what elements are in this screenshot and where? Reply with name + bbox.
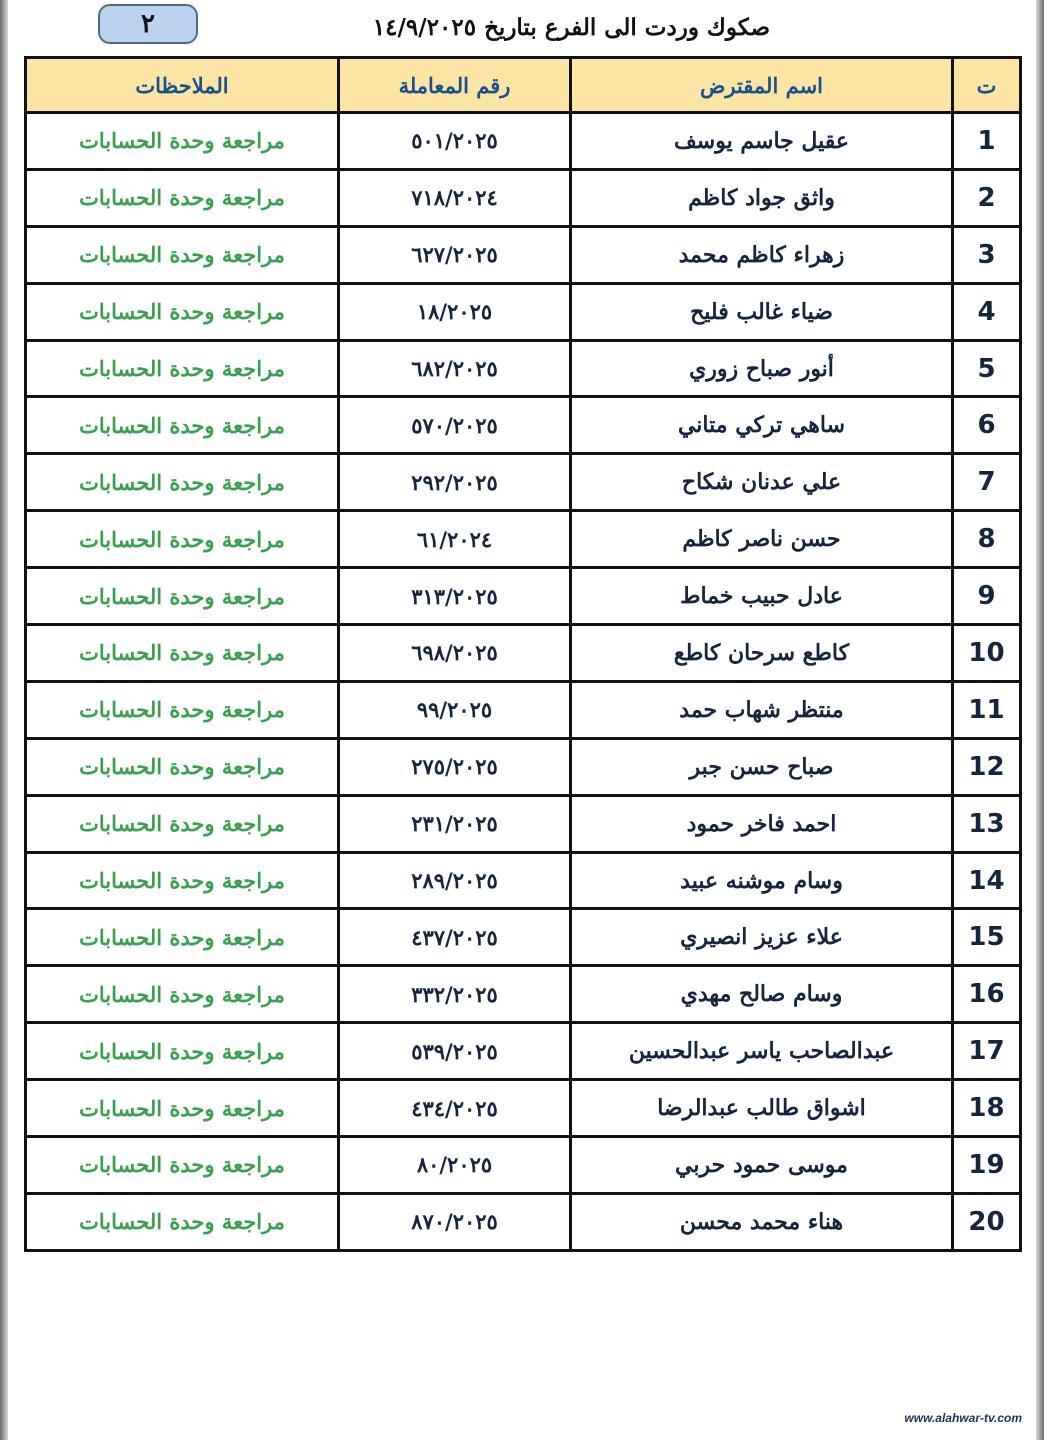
borrower-name: ساهي تركي متاني bbox=[571, 397, 953, 454]
transaction-number: ٤٣٤/٢٠٢٥ bbox=[339, 1080, 571, 1137]
row-index: 9 bbox=[953, 568, 1021, 625]
transaction-number: ٩٩/٢٠٢٥ bbox=[339, 681, 571, 738]
transaction-number: ٥٣٩/٢٠٢٥ bbox=[339, 1023, 571, 1080]
borrower-name: احمد فاخر حمود bbox=[571, 795, 953, 852]
table-row bbox=[26, 1080, 1021, 1137]
row-index: 20 bbox=[953, 1193, 1021, 1250]
row-index: 13 bbox=[953, 795, 1021, 852]
transaction-number: ٥٠١/٢٠٢٥ bbox=[339, 113, 571, 170]
borrower-name: علاء عزيز انصيري bbox=[571, 909, 953, 966]
table-row bbox=[26, 738, 1021, 795]
transaction-number: ٤٣٧/٢٠٢٥ bbox=[339, 909, 571, 966]
table-row bbox=[26, 909, 1021, 966]
transaction-number: ٢٧٥/٢٠٢٥ bbox=[339, 738, 571, 795]
row-index: 10 bbox=[953, 625, 1021, 682]
row-note: مراجعة وحدة الحسابات bbox=[26, 340, 339, 397]
table-header bbox=[26, 58, 1021, 113]
row-note: مراجعة وحدة الحسابات bbox=[26, 169, 339, 226]
transaction-number: ٢٣١/٢٠٢٥ bbox=[339, 795, 571, 852]
borrower-name: واثق جواد كاظم bbox=[571, 169, 953, 226]
transaction-number: ٢٩٢/٢٠٢٥ bbox=[339, 454, 571, 511]
page-title: صكوك وردت الى الفرع بتاريخ ١٤/٩/٢٠٢٥ bbox=[372, 14, 770, 41]
transaction-number: ٨٠/٢٠٢٥ bbox=[339, 1137, 571, 1194]
right-frame-edge bbox=[1036, 0, 1044, 1440]
row-index: 11 bbox=[953, 681, 1021, 738]
transaction-number: ٣٣٢/٢٠٢٥ bbox=[339, 966, 571, 1023]
row-note: مراجعة وحدة الحسابات bbox=[26, 681, 339, 738]
transaction-number: ٧١٨/٢٠٢٤ bbox=[339, 169, 571, 226]
cheques-table bbox=[24, 56, 1022, 1252]
row-note: مراجعة وحدة الحسابات bbox=[26, 397, 339, 454]
row-note: مراجعة وحدة الحسابات bbox=[26, 568, 339, 625]
header-transaction-number: رقم المعاملة bbox=[339, 58, 571, 113]
header-row bbox=[26, 58, 1021, 113]
borrower-name: صباح حسن جبر bbox=[571, 738, 953, 795]
row-index: 6 bbox=[953, 397, 1021, 454]
header-notes: الملاحظات bbox=[26, 58, 339, 113]
table-row bbox=[26, 397, 1021, 454]
row-note: مراجعة وحدة الحسابات bbox=[26, 795, 339, 852]
borrower-name: ضياء غالب فليح bbox=[571, 283, 953, 340]
borrower-name: هناء محمد محسن bbox=[571, 1193, 953, 1250]
header-borrower-name: اسم المقترض bbox=[571, 58, 953, 113]
borrower-name: منتظر شهاب حمد bbox=[571, 681, 953, 738]
borrower-name: عادل حبيب خماط bbox=[571, 568, 953, 625]
table-row bbox=[26, 681, 1021, 738]
row-index: 16 bbox=[953, 966, 1021, 1023]
borrower-name: علي عدنان شكاح bbox=[571, 454, 953, 511]
table-row bbox=[26, 283, 1021, 340]
table-row bbox=[26, 169, 1021, 226]
row-note: مراجعة وحدة الحسابات bbox=[26, 113, 339, 170]
row-index: 4 bbox=[953, 283, 1021, 340]
row-index: 18 bbox=[953, 1080, 1021, 1137]
borrower-name: زهراء كاظم محمد bbox=[571, 226, 953, 283]
row-note: مراجعة وحدة الحسابات bbox=[26, 966, 339, 1023]
row-note: مراجعة وحدة الحسابات bbox=[26, 1193, 339, 1250]
left-frame-edge bbox=[0, 0, 8, 1440]
header-index: ت bbox=[953, 58, 1021, 113]
transaction-number: ٦٢٧/٢٠٢٥ bbox=[339, 226, 571, 283]
row-note: مراجعة وحدة الحسابات bbox=[26, 1137, 339, 1194]
row-note: مراجعة وحدة الحسابات bbox=[26, 226, 339, 283]
row-index: 15 bbox=[953, 909, 1021, 966]
borrower-name: كاطع سرحان كاطع bbox=[571, 625, 953, 682]
page-number-badge: ٢ bbox=[98, 4, 198, 44]
row-index: 8 bbox=[953, 511, 1021, 568]
transaction-number: ٣١٣/٢٠٢٥ bbox=[339, 568, 571, 625]
row-note: مراجعة وحدة الحسابات bbox=[26, 1080, 339, 1137]
borrower-name: موسى حمود حربي bbox=[571, 1137, 953, 1194]
table-row bbox=[26, 1193, 1021, 1250]
borrower-name: عقيل جاسم يوسف bbox=[571, 113, 953, 170]
row-index: 12 bbox=[953, 738, 1021, 795]
borrower-name: اشواق طالب عبدالرضا bbox=[571, 1080, 953, 1137]
borrower-name: عبدالصاحب ياسر عبدالحسين bbox=[571, 1023, 953, 1080]
row-note: مراجعة وحدة الحسابات bbox=[26, 625, 339, 682]
transaction-number: ٦٩٨/٢٠٢٥ bbox=[339, 625, 571, 682]
borrower-name: حسن ناصر كاظم bbox=[571, 511, 953, 568]
row-index: 3 bbox=[953, 226, 1021, 283]
transaction-number: ١٨/٢٠٢٥ bbox=[339, 283, 571, 340]
row-note: مراجعة وحدة الحسابات bbox=[26, 738, 339, 795]
row-note: مراجعة وحدة الحسابات bbox=[26, 454, 339, 511]
row-index: 19 bbox=[953, 1137, 1021, 1194]
transaction-number: ٥٧٠/٢٠٢٥ bbox=[339, 397, 571, 454]
row-index: 14 bbox=[953, 852, 1021, 909]
transaction-number: ٢٨٩/٢٠٢٥ bbox=[339, 852, 571, 909]
borrower-name: وسام صالح مهدي bbox=[571, 966, 953, 1023]
table-row bbox=[26, 1137, 1021, 1194]
row-note: مراجعة وحدة الحسابات bbox=[26, 511, 339, 568]
table-row bbox=[26, 454, 1021, 511]
table-row bbox=[26, 568, 1021, 625]
row-index: 2 bbox=[953, 169, 1021, 226]
transaction-number: ٦٨٢/٢٠٢٥ bbox=[339, 340, 571, 397]
row-note: مراجعة وحدة الحسابات bbox=[26, 852, 339, 909]
table-row bbox=[26, 511, 1021, 568]
table-body bbox=[26, 113, 1021, 1251]
table-row bbox=[26, 795, 1021, 852]
row-index: 5 bbox=[953, 340, 1021, 397]
table-row bbox=[26, 966, 1021, 1023]
table-row bbox=[26, 1023, 1021, 1080]
row-note: مراجعة وحدة الحسابات bbox=[26, 909, 339, 966]
table-row bbox=[26, 625, 1021, 682]
row-note: مراجعة وحدة الحسابات bbox=[26, 283, 339, 340]
site-watermark: www.alahwar-tv.com bbox=[898, 1408, 1028, 1428]
table-row bbox=[26, 113, 1021, 170]
borrower-name: وسام موشنه عبيد bbox=[571, 852, 953, 909]
transaction-number: ٨٧٠/٢٠٢٥ bbox=[339, 1193, 571, 1250]
table-row bbox=[26, 226, 1021, 283]
table-row bbox=[26, 852, 1021, 909]
transaction-number: ٦١/٢٠٢٤ bbox=[339, 511, 571, 568]
row-index: 17 bbox=[953, 1023, 1021, 1080]
row-index: 1 bbox=[953, 113, 1021, 170]
row-note: مراجعة وحدة الحسابات bbox=[26, 1023, 339, 1080]
table-row bbox=[26, 340, 1021, 397]
row-index: 7 bbox=[953, 454, 1021, 511]
borrower-name: أنور صباح زوري bbox=[571, 340, 953, 397]
